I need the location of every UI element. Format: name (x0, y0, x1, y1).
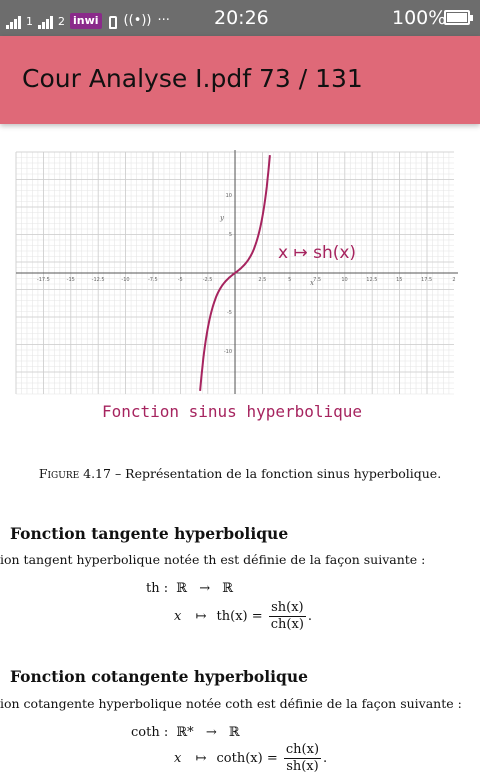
app-bar (0, 36, 480, 124)
fraction-denominator: ch(x) (270, 617, 304, 632)
coth-map-line2 (174, 742, 327, 775)
fraction (269, 600, 306, 633)
caption-text: – Représentation de la fonction sinus hyperbolique. (114, 466, 442, 481)
end-punct: . (323, 751, 328, 766)
map-domain: ℝ (176, 581, 188, 596)
figure-label: Figure 4.17 (38, 466, 111, 481)
x-tick-label: -2.5 (202, 277, 213, 283)
sinh-figure (10, 148, 460, 430)
tanh-map-line2 (174, 600, 312, 633)
figure-handwritten-title: Fonction sinus hyperbolique (101, 402, 363, 421)
battery-percent: 100% (392, 7, 447, 29)
x-tick-label: -5 (177, 277, 183, 283)
x-axis-name: x (310, 279, 314, 287)
clock: 20:26 (214, 7, 269, 29)
map-expression: coth(x) = (216, 751, 278, 766)
carrier-badge: inwi (70, 13, 102, 29)
fraction-numerator: sh(x) (269, 600, 306, 617)
y-tick-labels (224, 193, 232, 355)
document-title[interactable]: Cour Analyse I.pdf 73 / 131 (22, 64, 363, 93)
fraction-numerator: ch(x) (285, 742, 320, 757)
x-tick-label: 2.5 (258, 277, 267, 283)
y-tick-label: 10 (225, 193, 232, 199)
battery-icon (444, 10, 470, 25)
map-name: th : (146, 581, 169, 596)
paragraph-tanh: ion tangent hyperbolique notée th est définie de la façon suivante : (0, 552, 426, 567)
map-domain: ℝ* (176, 725, 194, 740)
more-notifications-icon: ··· (157, 13, 170, 28)
x-tick-label: -12.5 (91, 277, 105, 283)
fraction (284, 742, 321, 775)
curve-label: x ↦ sh(x) (278, 243, 357, 263)
y-tick-label: -10 (223, 349, 232, 355)
map-codomain: ℝ (228, 725, 240, 740)
x-tick-label: 10 (341, 277, 348, 283)
x-tick-label: -7.5 (147, 277, 158, 283)
sim2-label: 2 (58, 15, 65, 28)
section-heading-tanh: Fonction tangente hyperbolique (10, 524, 289, 543)
coth-map-line1 (131, 724, 240, 742)
paragraph-coth: ion cotangente hyperbolique notée coth est définie de la façon suivante : (0, 696, 462, 711)
x-tick-label: -17.5 (36, 277, 50, 283)
x-tick-label: -15 (66, 277, 75, 283)
map-expression: th(x) = (216, 609, 263, 624)
y-tick-label: 5 (228, 232, 232, 238)
end-punct: . (307, 609, 313, 624)
notification-icon (109, 16, 117, 29)
x-tick-label: 2 (452, 277, 456, 283)
signal-icon (6, 13, 21, 29)
y-tick-label: -5 (227, 310, 232, 316)
hotspot-icon: ((•)) (123, 13, 152, 28)
signal-icon (38, 13, 53, 29)
section-heading-coth: Fonction cotangente hyperbolique (10, 667, 308, 686)
status-bar (0, 0, 480, 36)
x-tick-label: -10 (121, 277, 130, 283)
map-name: coth : (131, 725, 169, 740)
map-codomain: ℝ (222, 581, 234, 596)
map-mapsto: ↦ (195, 609, 207, 624)
x-tick-label: 15 (396, 277, 403, 283)
figure-caption (0, 466, 480, 482)
x-tick-label: 7.5 (313, 277, 322, 283)
map-arrow: → (205, 725, 217, 740)
map-variable: x (174, 609, 182, 624)
map-mapsto: ↦ (195, 751, 207, 766)
sim1-label: 1 (26, 15, 33, 28)
status-icons (6, 7, 170, 29)
x-tick-label: 5 (288, 277, 292, 283)
map-arrow: → (199, 581, 211, 596)
map-variable: x (174, 751, 182, 766)
x-tick-label: 12.5 (366, 277, 378, 283)
y-axis-name: y (220, 214, 224, 222)
pdf-page[interactable] (0, 124, 480, 777)
tanh-map-line1 (146, 580, 233, 598)
fraction-denominator: sh(x) (286, 759, 319, 774)
x-tick-label: 17.5 (421, 277, 433, 283)
